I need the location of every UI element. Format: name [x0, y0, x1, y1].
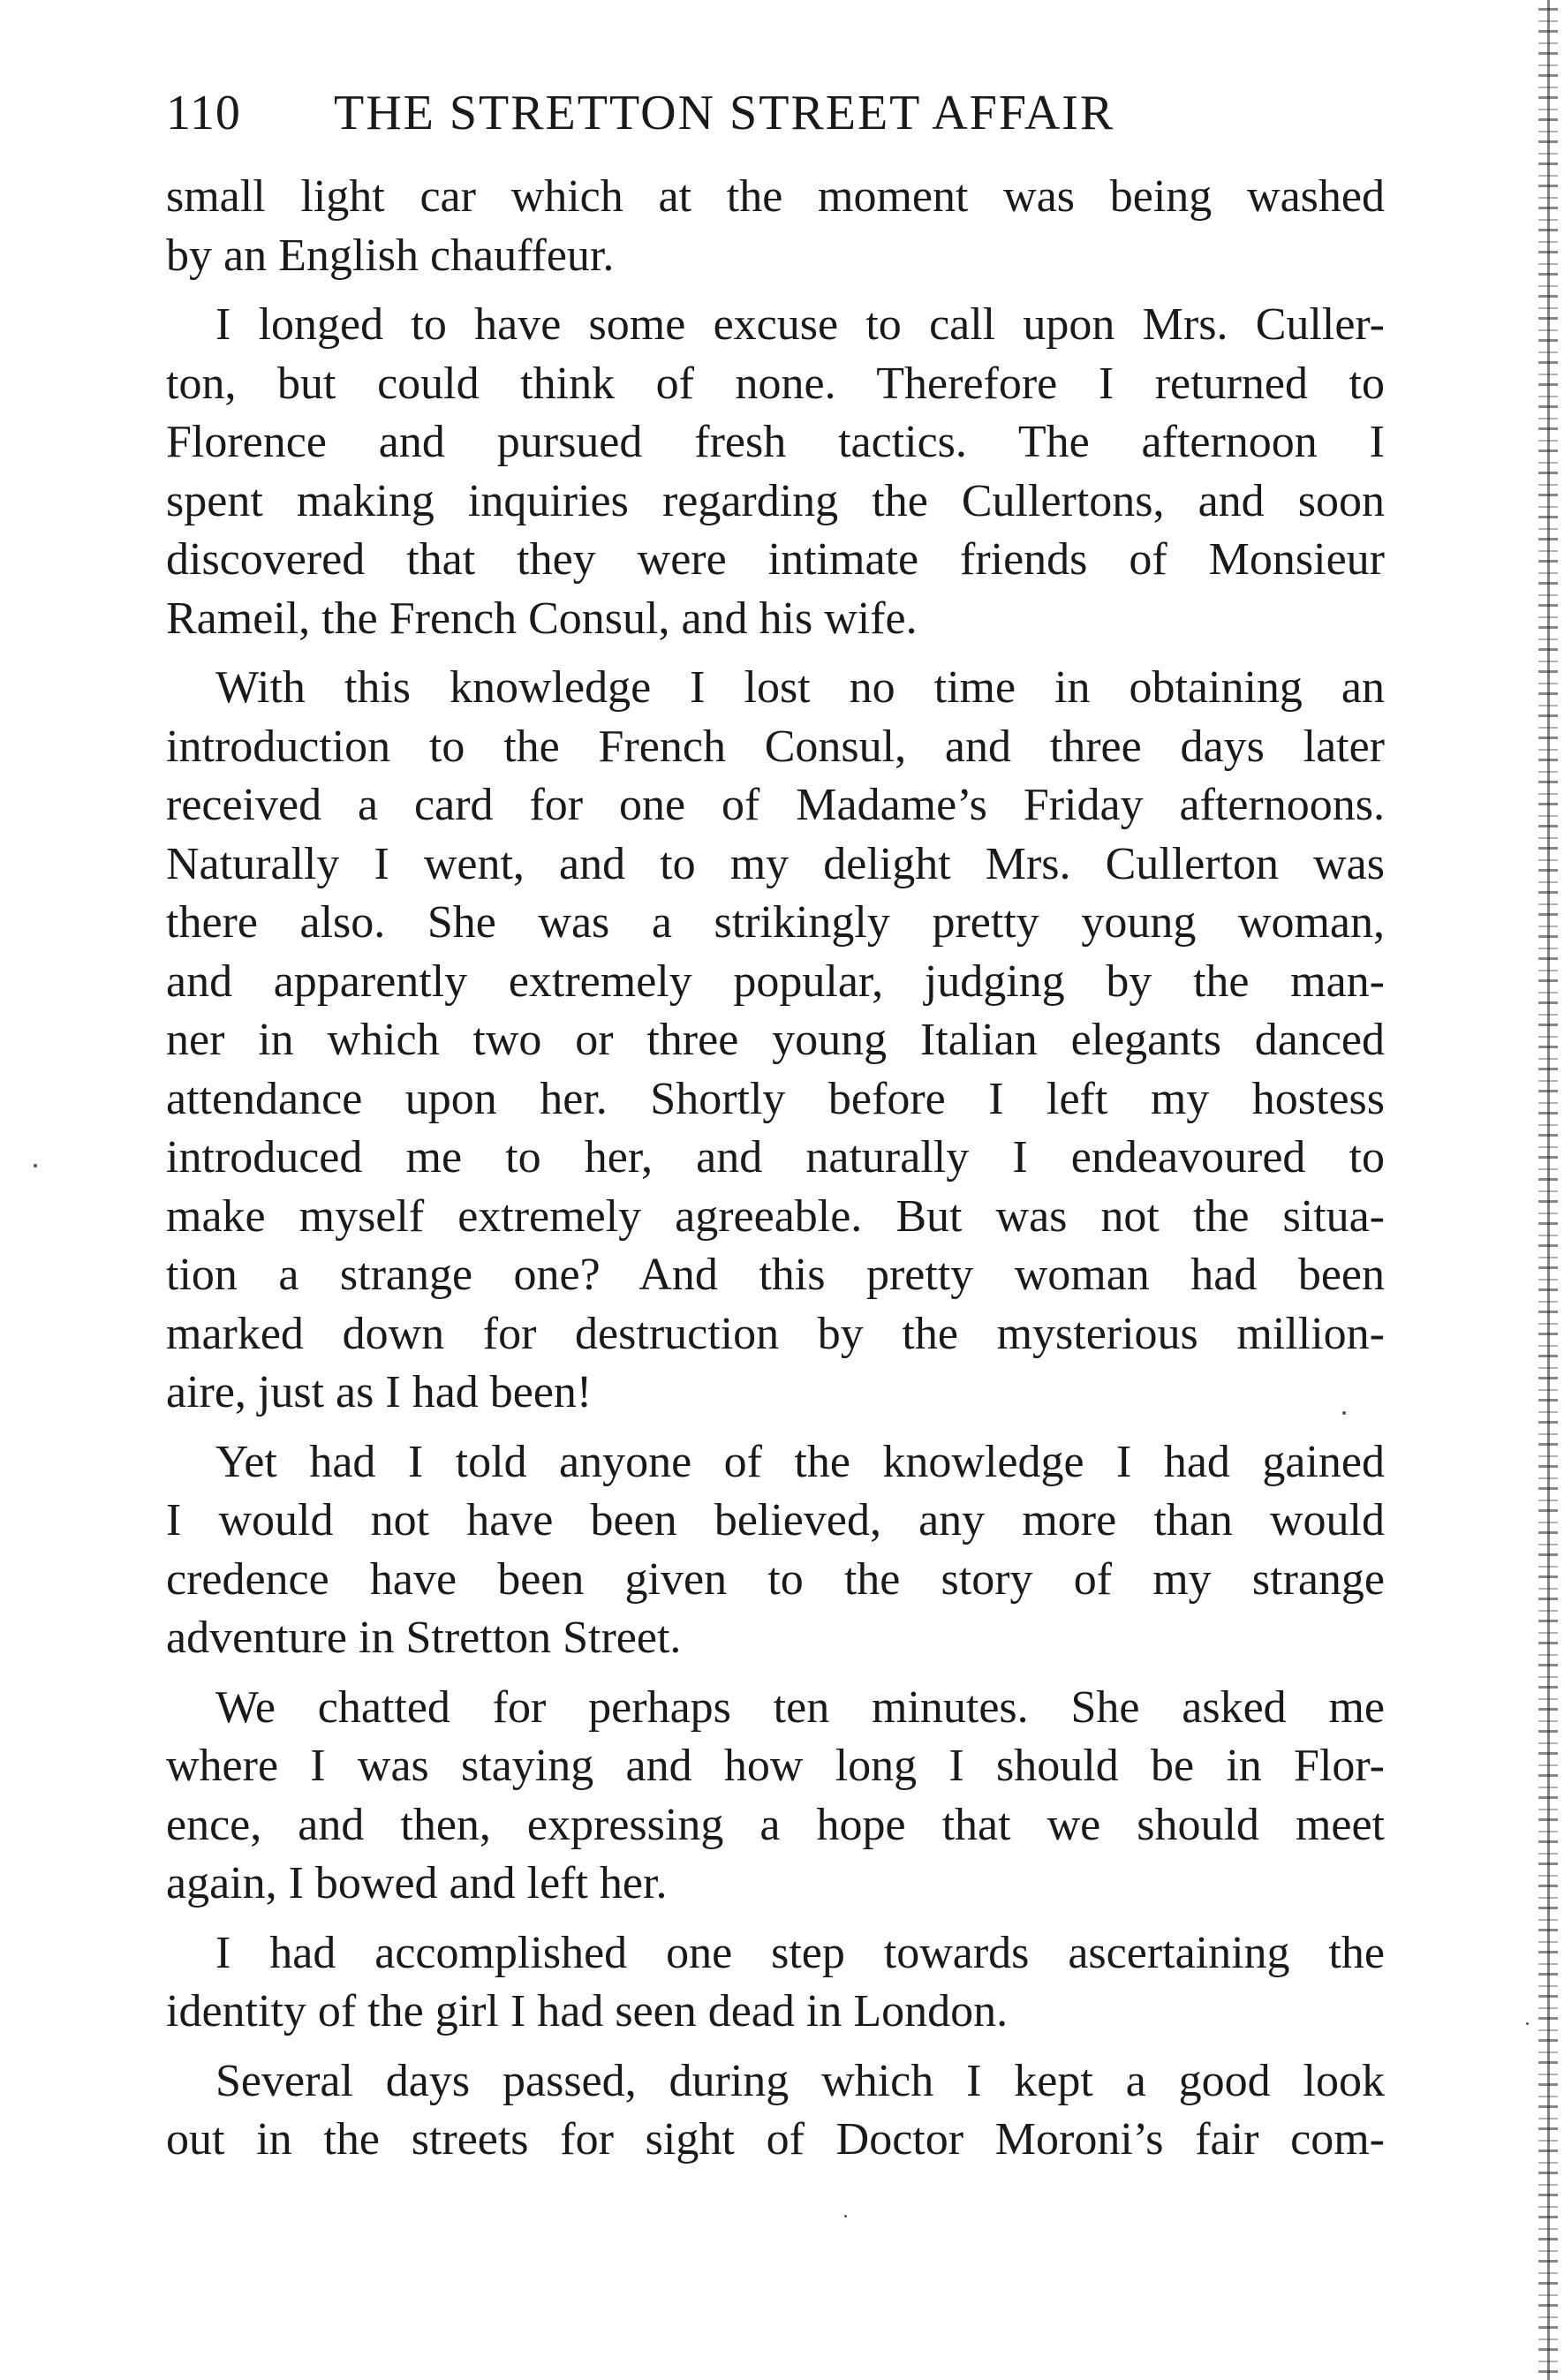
text-line: spent making inquiries regarding the Cullertons, and soon	[166, 475, 1385, 526]
body-text	[166, 168, 1385, 2180]
paragraph	[166, 1924, 1385, 2042]
paragraph	[166, 168, 1385, 285]
paragraph	[166, 659, 1385, 1423]
text-line: Several days passed, during which I kept a good look	[215, 2055, 1385, 2106]
text-line: credence have been given to the story of my strange	[166, 1553, 1385, 1605]
text-line: ner in which two or three young Italian elegants danced	[166, 1015, 1385, 1065]
text-line: With this knowledge I lost no time in obtaining an	[215, 662, 1385, 713]
text-line: I longed to have some excuse to call upon Mrs. Culler-	[215, 299, 1385, 350]
text-line: introduced me to her, and naturally I endeavoured to	[166, 1132, 1385, 1182]
text-line: aire, just as I had been!	[166, 1367, 593, 1417]
paragraph	[166, 1679, 1385, 1914]
text-line: out in the streets for sight of Doctor Moroni’s fair com-	[166, 2114, 1385, 2165]
paragraph	[166, 2052, 1385, 2170]
text-line: ence, and then, expressing a hope that we should meet	[166, 1799, 1385, 1850]
text-line: again, I bowed and left her.	[166, 1858, 668, 1908]
text-line: I would not have been believed, any more than would	[166, 1495, 1385, 1545]
text-line: identity of the girl I had seen dead in London.	[166, 1986, 1009, 2036]
text-line: I had accomplished one step towards ascertaining the	[215, 1927, 1385, 1978]
text-line: Rameil, the French Consul, and his wife.	[166, 593, 918, 644]
text-line: We chatted for perhaps ten minutes. She asked me	[215, 1681, 1385, 1733]
text-line: introduction to the French Consul, and three days later	[166, 721, 1385, 772]
text-line: Yet had I told anyone of the knowledge I had gained	[215, 1436, 1385, 1487]
paragraph	[166, 1433, 1385, 1668]
paper-speck	[844, 2215, 847, 2218]
running-title: THE STRETTON STREET AFFAIR	[334, 86, 1115, 140]
paragraph	[166, 296, 1385, 648]
paper-speck	[1526, 2022, 1529, 2025]
text-line: make myself extremely agreeable. But was not the situa-	[166, 1190, 1385, 1242]
paper-speck	[1342, 1411, 1346, 1415]
text-line: by an English chauffeur.	[166, 230, 615, 281]
text-line: attendance upon her. Shortly before I left my hostess	[166, 1073, 1385, 1124]
page-number: 110	[166, 86, 241, 140]
text-line: where I was staying and how long I should be in Flor-	[166, 1741, 1385, 1791]
text-line: tion a strange one? And this pretty woman had been	[166, 1250, 1385, 1300]
paper-speck	[34, 1164, 37, 1167]
text-line: Florence and pursued fresh tactics. The afternoon I	[166, 417, 1385, 467]
text-line: marked down for destruction by the mysterious million-	[166, 1308, 1385, 1359]
text-line: received a card for one of Madame’s Friday afternoons.	[166, 780, 1385, 830]
text-line: Naturally I went, and to my delight Mrs. Cullerton was	[166, 838, 1385, 889]
page-edge-line	[1547, 0, 1550, 2380]
text-line: and apparently extremely popular, judging by the man-	[166, 956, 1385, 1007]
running-head	[166, 78, 1385, 148]
text-line: small light car which at the moment was being washed	[166, 171, 1385, 222]
text-line: discovered that they were intimate friends of Monsieur	[166, 534, 1385, 585]
text-line: adventure in Stretton Street.	[166, 1613, 682, 1663]
text-line: ton, but could think of none. Therefore I returned to	[166, 358, 1385, 409]
text-line: there also. She was a strikingly pretty young woman,	[166, 897, 1385, 948]
